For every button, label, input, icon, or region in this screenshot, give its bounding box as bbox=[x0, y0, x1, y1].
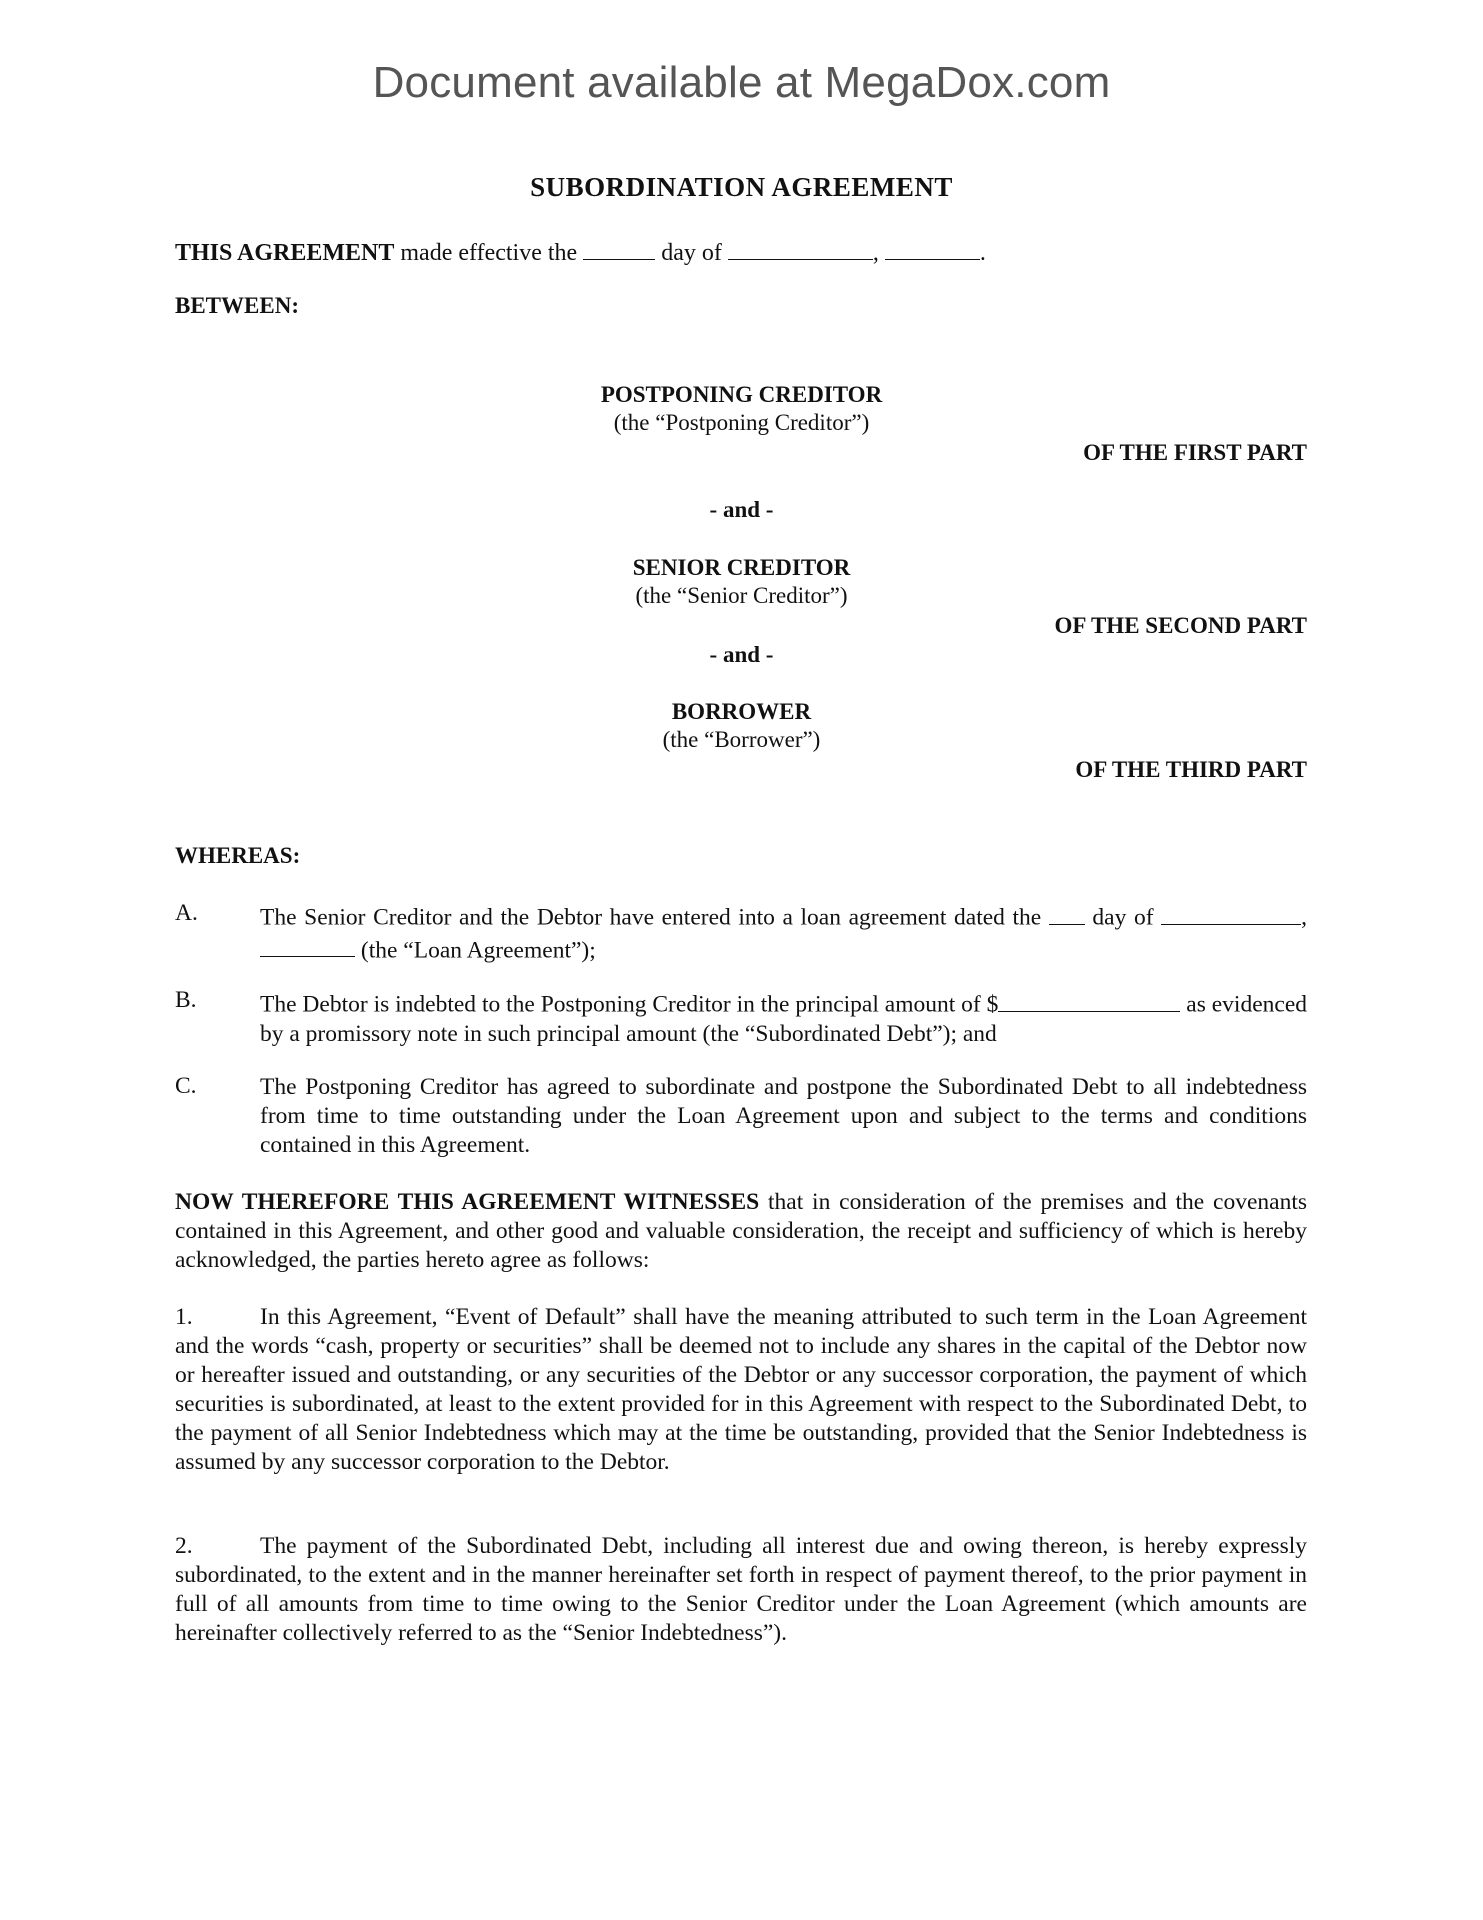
recital-part: The Debtor is indebted to the Postponing Creditor in the principal amount of $ bbox=[260, 991, 999, 1018]
clause-number: 1. bbox=[175, 1304, 193, 1330]
whereas-heading: WHEREAS: bbox=[175, 843, 301, 868]
clause-text: The payment of the Subordinated Debt, including all interest due and owing thereon, is hereby expressly subordinated, to the extent and in the manner hereinafter set forth in respect of payment thereof, to the prior payment in full of all amounts from time to time owing to the Senior Creditor under the Loan Agreement (which amounts are hereinafter collectively referred to as the “Senior Indebtedness”). bbox=[175, 1533, 1307, 1646]
recital-text: The Postponing Creditor has agreed to subordinate and postpone the Subordinated Debt to all indebtedness from time to time outstanding under the Loan Agreement upon and subject to the terms and conditions contained in this Agreement. bbox=[260, 1074, 1307, 1158]
blank-year bbox=[260, 933, 355, 958]
recital-part: day of bbox=[1084, 904, 1162, 931]
recital-text bbox=[260, 900, 1307, 965]
party-alias: (the “Senior Creditor”) bbox=[635, 583, 848, 608]
party-part: OF THE THIRD PART bbox=[1075, 757, 1307, 782]
party-name: SENIOR CREDITOR bbox=[632, 555, 851, 580]
clause-1 bbox=[175, 1303, 1307, 1477]
party-alias: (the “Borrower”) bbox=[662, 727, 821, 752]
agreement-intro bbox=[175, 235, 986, 267]
blank-year bbox=[885, 235, 980, 260]
intro-bold: THIS AGREEMENT bbox=[175, 240, 395, 266]
recital-part: The Senior Creditor and the Debtor have entered into a loan agreement dated the bbox=[260, 904, 1049, 931]
blank-day bbox=[1049, 900, 1085, 925]
now-therefore-paragraph bbox=[175, 1188, 1307, 1275]
blank-month bbox=[1161, 900, 1301, 925]
intro-text: , bbox=[872, 240, 885, 266]
blank-day bbox=[583, 235, 655, 260]
blank-amount bbox=[998, 987, 1180, 1012]
party-alias: (the “Postponing Creditor”) bbox=[613, 410, 870, 435]
clause-2 bbox=[175, 1532, 1307, 1648]
party-name: BORROWER bbox=[671, 699, 812, 724]
recital-letter: C. bbox=[175, 1073, 197, 1099]
and-separator: - and - bbox=[709, 642, 774, 667]
recital-part: (the “Loan Agreement”); bbox=[355, 937, 596, 963]
recital-letter: A. bbox=[175, 900, 198, 926]
blank-month bbox=[728, 235, 873, 260]
party-part: OF THE FIRST PART bbox=[1083, 440, 1307, 465]
document-title: SUBORDINATION AGREEMENT bbox=[530, 172, 953, 202]
clause-text: In this Agreement, “Event of Default” shall have the meaning attributed to such term in the Loan Agreement and the words “cash, property or securities” shall be deemed not to include any shares in the capital of the Debtor now or hereafter issued and outstanding, or any securities of the Debtor or any successor corporation, the payment of which securities is subordinated, at least to the extent provided for in this Agreement with respect to the Subordinated Debt, to the payment of all Senior Indebtedness which may at the time be outstanding, provided that the Senior Indebtedness is assumed by any successor corporation to the Debtor. bbox=[175, 1304, 1307, 1475]
party-part: OF THE SECOND PART bbox=[1054, 613, 1307, 638]
megadox-banner: Document available at MegaDox.com bbox=[372, 58, 1111, 107]
now-therefore-bold: NOW THEREFORE THIS AGREEMENT WITNESSES bbox=[175, 1189, 760, 1215]
recital-part: , bbox=[1301, 904, 1307, 931]
recital-letter: B. bbox=[175, 987, 197, 1013]
clause-number: 2. bbox=[175, 1533, 193, 1559]
recital-part: as evidenced by a promissory note in such principal amount (the “Subordinated Debt”); and bbox=[260, 991, 1308, 1047]
intro-text: day of bbox=[655, 240, 728, 266]
intro-text: . bbox=[979, 240, 986, 266]
party-name: POSTPONING CREDITOR bbox=[600, 382, 883, 407]
and-separator: - and - bbox=[709, 497, 774, 522]
between-heading: BETWEEN: bbox=[175, 293, 299, 318]
now-therefore-text: that in consideration of the premises and the covenants contained in this Agreement, and other good and valuable consideration, the receipt and sufficiency of which is hereby acknowledged, the parties hereto agree as follows: bbox=[175, 1189, 1308, 1273]
recital-text bbox=[260, 987, 1307, 1049]
intro-text: made effective the bbox=[394, 240, 584, 266]
